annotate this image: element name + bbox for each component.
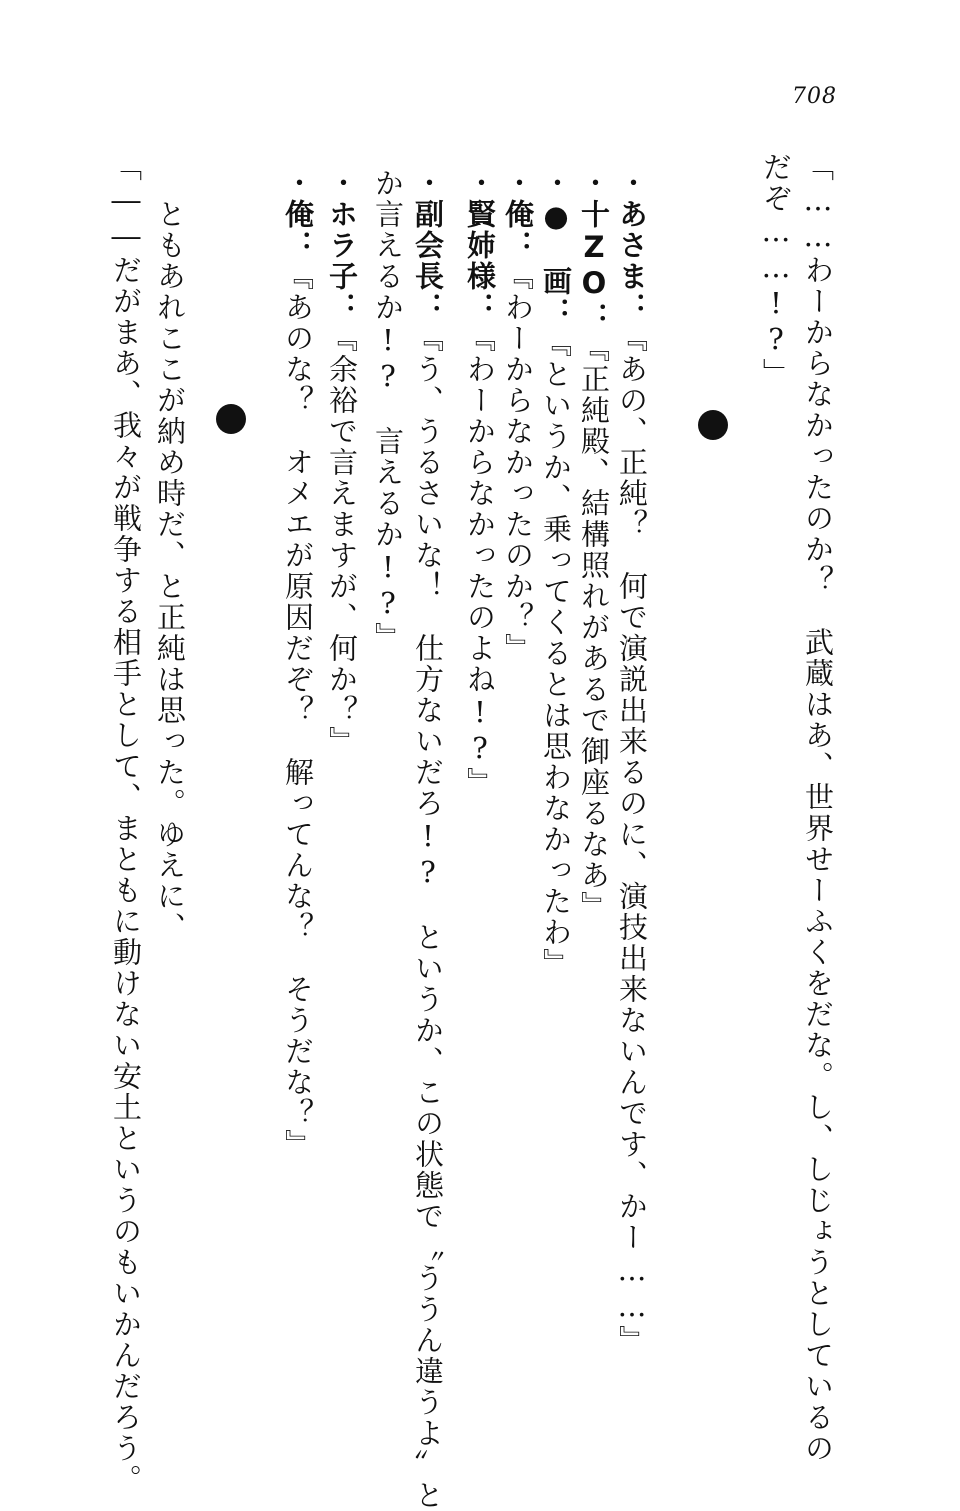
dialogue-text: 『あの、正純？ 何で演説出来るのに、演技出来ないんです、かー……』: [615, 323, 649, 1356]
dialogue-text: 『あのな？ オメエが原因だぞ？ 解ってんな？ そうだな？』: [281, 261, 315, 1160]
dialogue-line: [462, 168, 498, 798]
speaker-colon: ：: [463, 292, 497, 323]
dialogue-bullet: ・: [281, 168, 315, 199]
speaker-colon: ：: [615, 292, 649, 323]
speaker-name: 副会長: [411, 199, 445, 292]
speaker-name: ● 画: [539, 199, 573, 297]
speaker-name: ホラ子: [325, 199, 359, 292]
dialogue-text: 『わーからなかったのよね!?』: [463, 323, 497, 798]
dialogue-text: 『わーからなかったのか？』: [501, 261, 535, 664]
dialogue-line: [280, 168, 316, 1160]
dialogue-bullet: ・: [325, 168, 359, 199]
dialogue-line: [614, 168, 650, 1356]
speaker-colon: ：: [281, 230, 315, 261]
scene-break-marker: [698, 410, 728, 440]
dialogue-text: 『正純殿、結構照れがあるで御座るなあ』: [577, 333, 611, 922]
dialogue-text: 『というか、乗ってくるとは思わなかったわ』: [539, 328, 573, 979]
speaker-name: 十ZO: [577, 199, 611, 302]
narration-line-1: ともあれここが納め時だ、と正純は思った。ゆえに、: [153, 168, 187, 943]
dialogue-text: か言えるか!? 言えるか!?』: [371, 168, 405, 653]
dialogue-bullet: ・: [501, 168, 535, 199]
speaker-name: あさま: [615, 199, 649, 292]
page-number: 708: [792, 84, 837, 109]
scene-break-marker: [216, 404, 246, 434]
speaker-colon: ：: [539, 297, 573, 328]
speaker-colon: ：: [577, 302, 611, 333]
dialogue-bullet: ・: [539, 168, 573, 199]
speaker-name: 賢姉様: [463, 199, 497, 292]
narration-line-2: 「――だがまあ、我々が戦争する相手として、まともに動けない安土というのもいかんだろう。: [109, 152, 143, 1495]
opening-dialogue-line-2: だぞ……!?」: [759, 152, 793, 389]
dialogue-line: [576, 168, 612, 922]
speaker-colon: ：: [501, 230, 535, 261]
dialogue-bullet: ・: [577, 168, 611, 199]
dialogue-line: [410, 168, 446, 1511]
opening-dialogue-line-1: 「……わーからなかったのか？ 武蔵はあ、世界せーふくをだな。し、しじょうとしているの: [801, 152, 835, 1464]
speaker-name: 俺: [501, 199, 535, 230]
dialogue-bullet: ・: [615, 168, 649, 199]
dialogue-text: 『余裕で言えますが、何か？』: [325, 323, 359, 757]
dialogue-bullet: ・: [411, 168, 445, 199]
dialogue-text: 『う、うるさいな！ 仕方ないだろ!? というか、この状態で〝ううん違うよ〟と: [411, 323, 445, 1511]
dialogue-line: [500, 168, 536, 664]
speaker-colon: ：: [411, 292, 445, 323]
speaker-name: 俺: [281, 199, 315, 230]
speaker-colon: ：: [325, 292, 359, 323]
dialogue-bullet: ・: [463, 168, 497, 199]
dialogue-line-continuation: [370, 168, 406, 653]
dialogue-line: [538, 168, 574, 979]
dialogue-line: [324, 168, 360, 757]
